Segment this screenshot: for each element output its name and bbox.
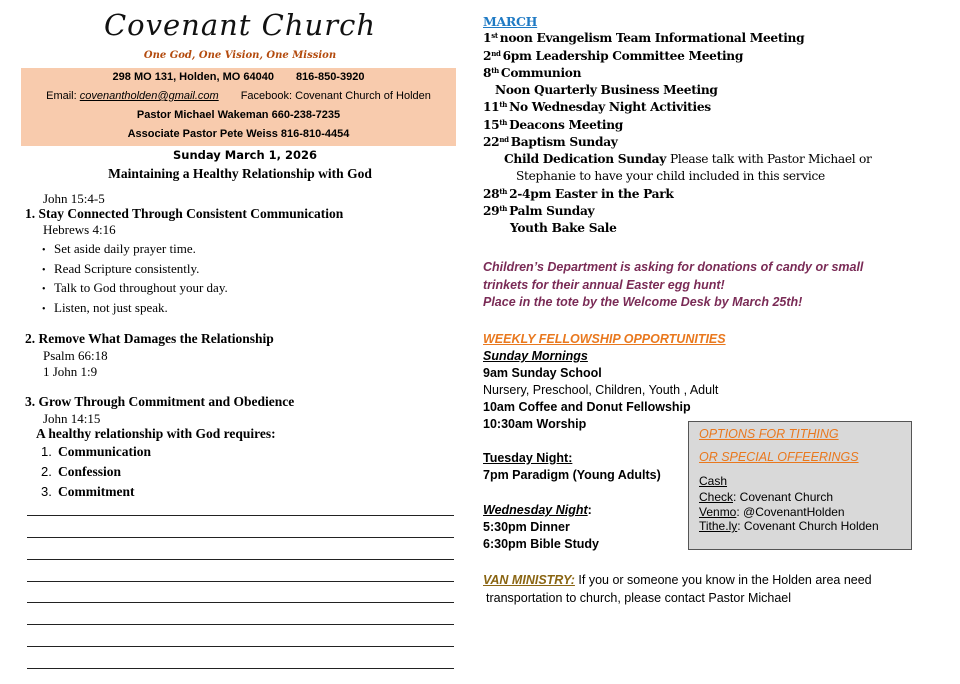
address: 298 MO 131, Holden, MO 64040 (112, 71, 274, 83)
church-name: Covenant Church (103, 8, 377, 42)
point-1-bullet: • Set aside daily prayer time. (42, 241, 196, 257)
note-line (27, 646, 454, 647)
requirement-item: 2. Confession (41, 464, 122, 479)
pastor-line: Pastor Michael Wakeman 660-238-7235 (136, 109, 341, 121)
note-line (27, 515, 454, 516)
point-1-bullet: • Listen, not just speak. (42, 300, 168, 316)
tithing-option-venmo: Venmo: @CovenantHolden (699, 505, 845, 519)
sunday-school-groups: Nursery, Preschool, Children, Youth , Adult (483, 383, 719, 397)
calendar-event: 11th No Wednesday Night Activities (483, 100, 711, 114)
calendar-event: 22nd Baptism Sunday (483, 135, 618, 149)
note-line (27, 559, 454, 560)
worship-time: 10:30am Worship (483, 417, 587, 431)
calendar-event: 8th Communion (483, 66, 582, 80)
church-tagline: One God, One Vision, One Mission (143, 50, 337, 61)
tithing-option-cash: Cash (699, 474, 728, 488)
point-3-scripture: John 14:15 (43, 411, 101, 426)
email-label: Email: (46, 90, 77, 102)
calendar-event: Youth Bake Sale (510, 221, 617, 235)
coffee-fellowship: 10am Coffee and Donut Fellowship (483, 400, 691, 414)
service-date: Sunday March 1, 2026 (172, 148, 318, 162)
point-1-heading: 1. Stay Connected Through Consistent Communication (25, 206, 344, 221)
tuesday-night-label: Tuesday Night: (483, 451, 573, 465)
point-1-bullet: • Read Scripture consistently. (42, 261, 199, 277)
calendar-event: 15th Deacons Meeting (483, 118, 623, 132)
calendar-event: 1st noon Evangelism Team Informational Meeting (483, 31, 805, 45)
note-line (27, 581, 454, 582)
email-link[interactable]: covenantholden@gmail.com (79, 90, 219, 102)
van-ministry-label: VAN MINISTRY: (483, 573, 575, 587)
point-2-scripture: 1 John 1:9 (43, 364, 98, 379)
van-ministry-notice: VAN MINISTRY: If you or someone you know in the Holden area need transportation to church, please contact Pastor Michael (483, 573, 872, 605)
tuesday-paradigm: 7pm Paradigm (Young Adults) (483, 468, 661, 482)
calendar-event-note: Stephanie to have your child included in this service (516, 169, 825, 183)
facebook-info: Facebook: Covenant Church of Holden (240, 90, 431, 102)
calendar-month: MARCH (483, 14, 538, 29)
calendar-event: 28th 2-4pm Easter in the Park (483, 187, 674, 201)
weekly-fellowship-heading: WEEKLY FELLOWSHIP OPPORTUNITIES (483, 332, 726, 346)
point-3-heading: 3. Grow Through Commitment and Obedience (25, 394, 295, 409)
sunday-school: 9am Sunday School (483, 366, 602, 380)
note-line (27, 624, 454, 625)
tithing-heading: OPTIONS FOR TITHING (699, 427, 839, 441)
childrens-department-notice: Children’s Department is asking for donations of candy or small trinkets for their annual Easter egg hunt! Place in the tote by the Welcome Desk by March 25th! (483, 260, 864, 309)
offerings-heading: OR SPECIAL OFFEERINGS (699, 450, 859, 464)
church-phone: 816-850-3920 (295, 71, 365, 83)
note-line (27, 602, 454, 603)
intro-scripture: John 15:4-5 (43, 191, 105, 206)
associate-pastor-line: Associate Pastor Pete Weiss 816-810-4454 (127, 128, 350, 140)
note-line (27, 668, 454, 669)
calendar-event: Noon Quarterly Business Meeting (495, 83, 718, 97)
point-2-scripture: Psalm 66:18 (43, 348, 108, 363)
calendar-event: 29th Palm Sunday (483, 204, 595, 218)
point-2-heading: 2. Remove What Damages the Relationship (25, 331, 274, 346)
calendar-event: 2nd 6pm Leadership Committee Meeting (483, 49, 744, 63)
tithing-options-box (688, 421, 912, 550)
point-1-bullet: • Talk to God throughout your day. (42, 280, 228, 296)
sermon-title: Maintaining a Healthy Relationship with God (108, 166, 372, 181)
address-line (21, 68, 456, 87)
calendar-event: Child Dedication Sunday Please talk with Pastor Michael or (504, 152, 872, 166)
requirement-item: 1. Communication (41, 444, 152, 459)
email-facebook-line (21, 87, 456, 106)
contact-info-box (21, 68, 456, 146)
wednesday-dinner: 5:30pm Dinner (483, 520, 570, 534)
wednesday-night-label: Wednesday Night: (483, 503, 592, 517)
note-line (27, 537, 454, 538)
requirement-item: 3. Commitment (41, 484, 135, 499)
wednesday-bible-study: 6:30pm Bible Study (483, 537, 599, 551)
point-1-scripture: Hebrews 4:16 (43, 222, 116, 237)
sunday-mornings-label: Sunday Mornings (483, 349, 588, 363)
tithing-option-check: Check: Covenant Church (699, 490, 834, 504)
requires-heading: A healthy relationship with God requires: (36, 426, 276, 441)
tithing-option-tithely: Tithe.ly: Covenant Church Holden (699, 519, 879, 533)
